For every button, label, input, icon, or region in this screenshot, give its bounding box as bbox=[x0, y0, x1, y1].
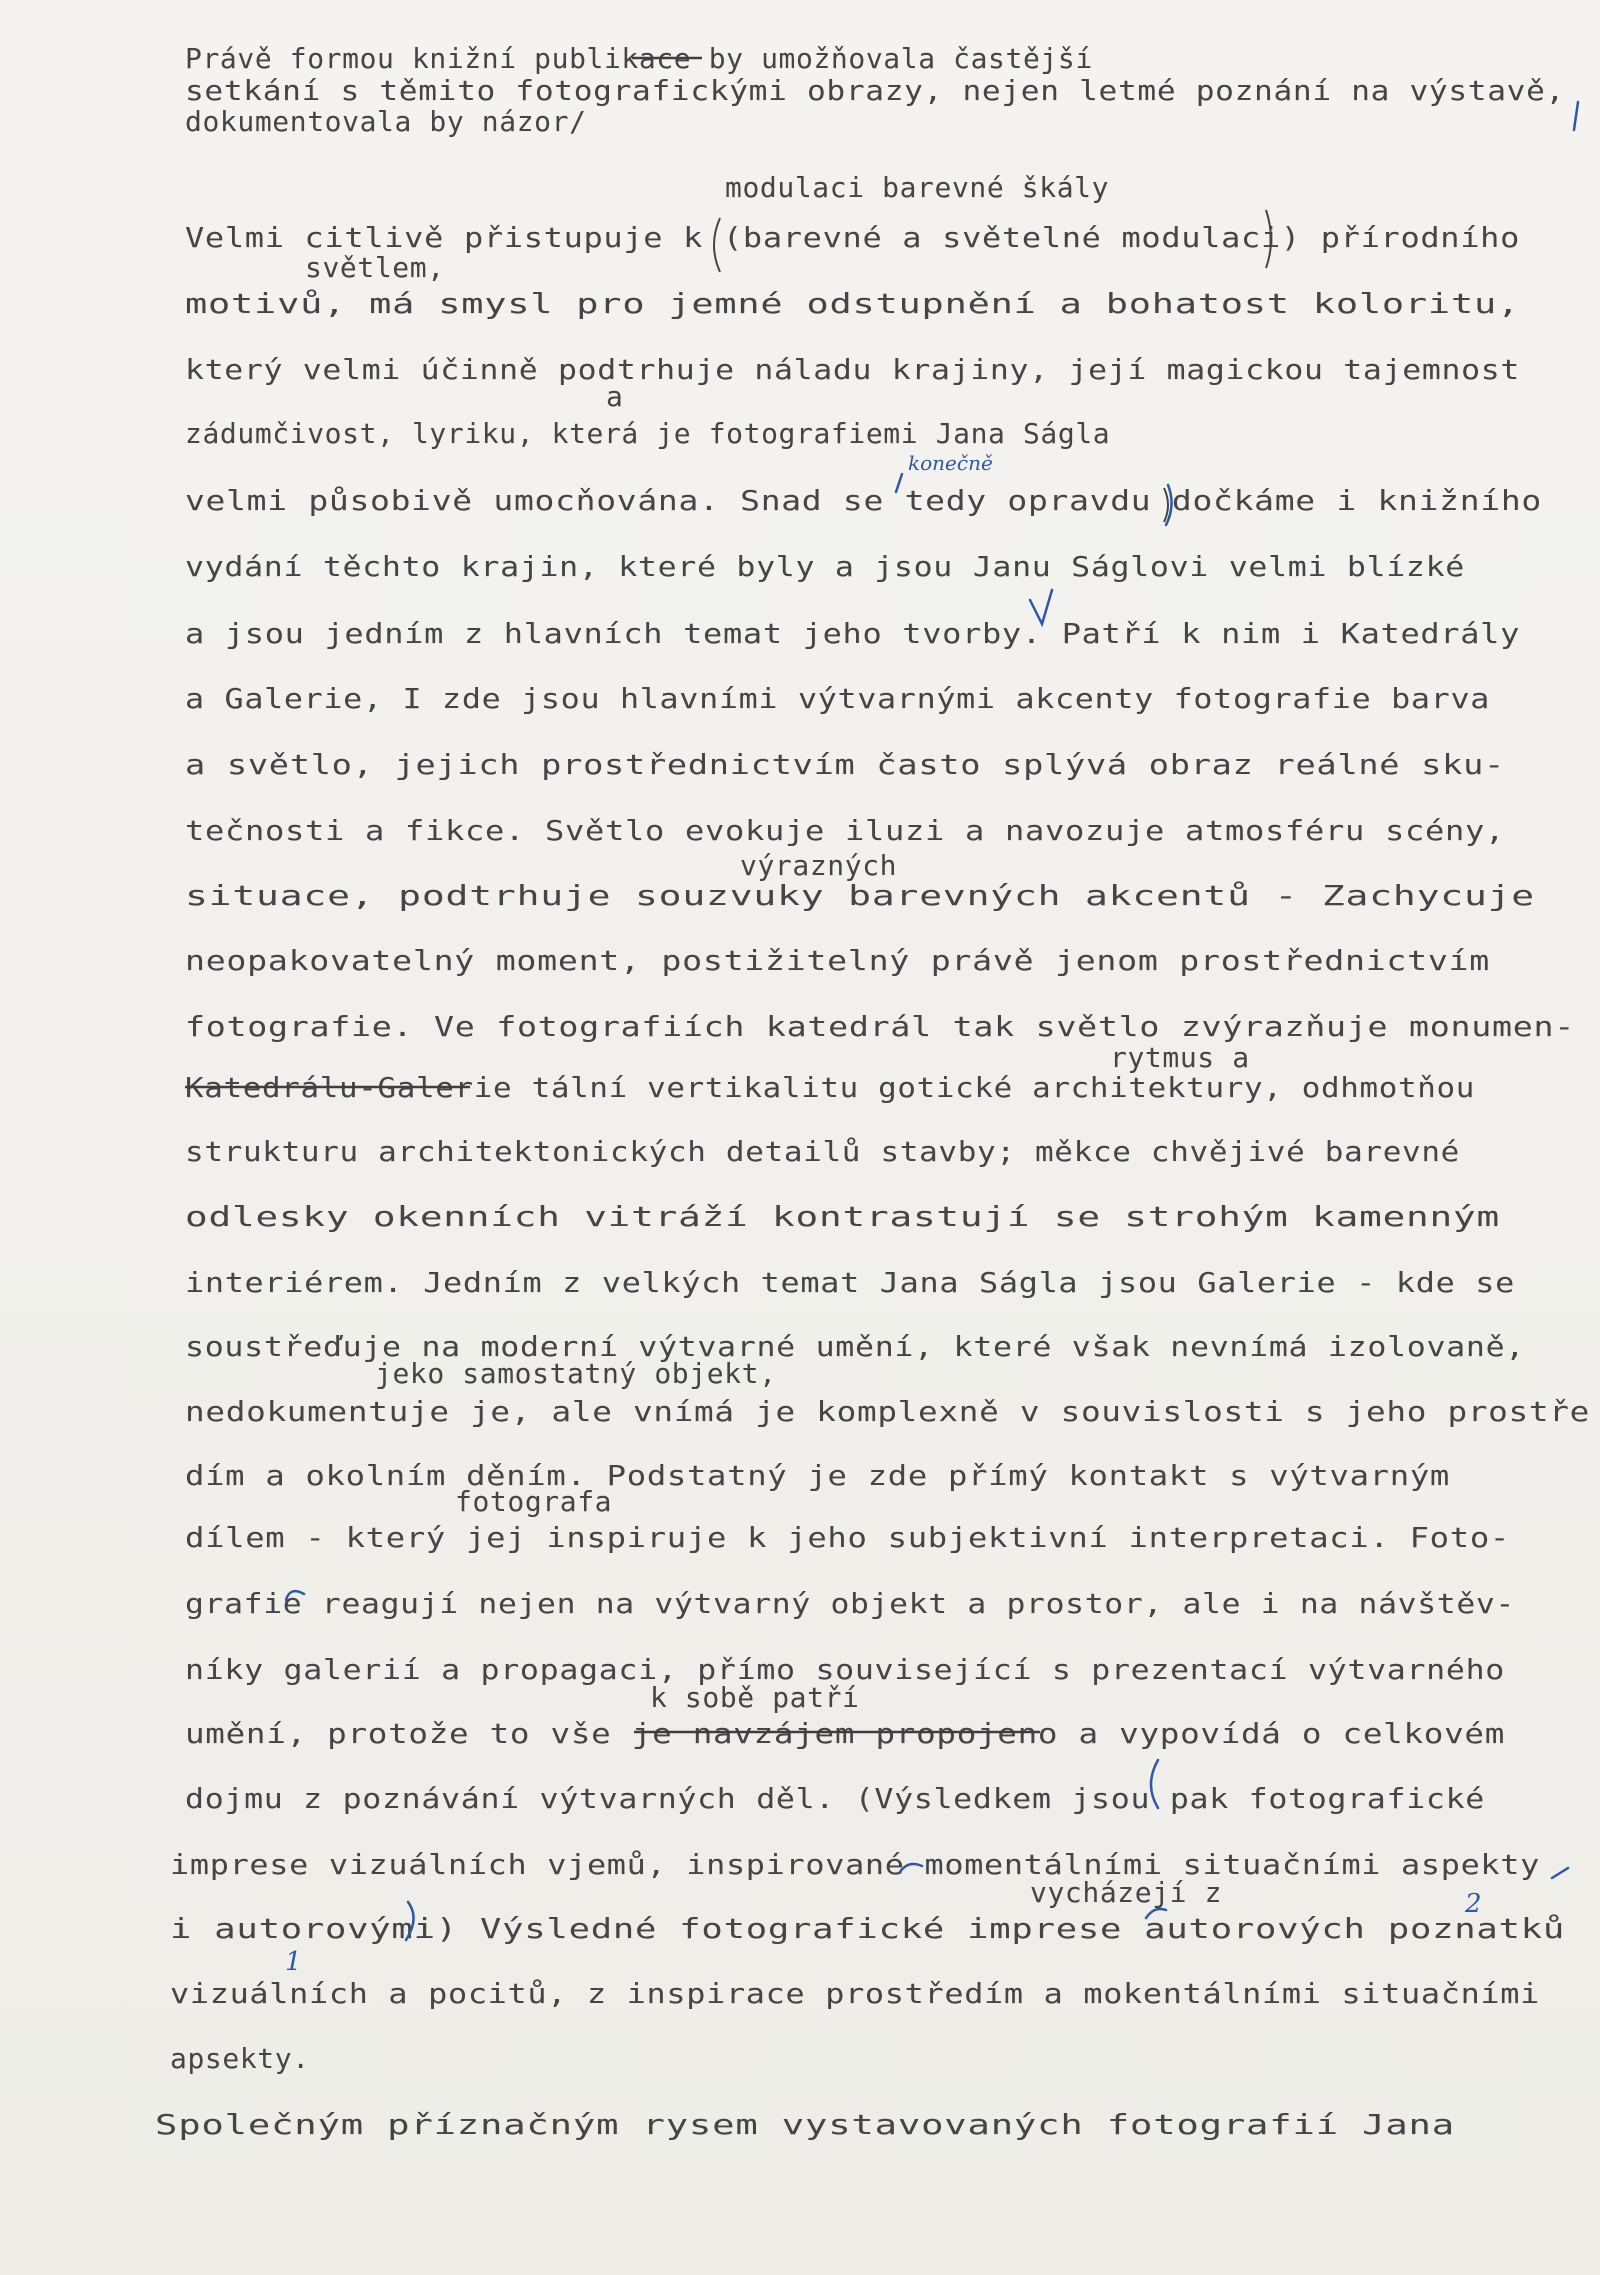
text-line: níky galerií a propagaci, přímo související s prezentací výtvarného bbox=[185, 1653, 1505, 1686]
text-line: Katedrálu-Galerie tální vertikalitu gotické architektury, odhmotňou bbox=[185, 1071, 1475, 1104]
text-line: dojmu z poznávání výtvarných děl. (Výsledkem jsou pak fotografické bbox=[185, 1782, 1485, 1815]
text-line: setkání s těmito fotografickými obrazy, nejen letmé poznání na výstavě, bbox=[185, 74, 1566, 107]
text-line: a jsou jedním z hlavních temat jeho tvorby. Patří k nim i Katedrály bbox=[185, 617, 1520, 650]
text-line: dílem - který jej inspiruje k jeho subjektivní interpretaci. Foto- bbox=[185, 1521, 1510, 1554]
text-line: nedokumentuje je, ale vnímá je komplexně v souvislosti s jeho prostře bbox=[185, 1395, 1591, 1428]
text-line: a bbox=[606, 380, 624, 413]
text-line: světlem, bbox=[305, 251, 445, 284]
text-line: fotografa bbox=[455, 1485, 613, 1518]
handwritten-note: 2 bbox=[1465, 1889, 1482, 1919]
text-line: jeko samostatný objekt, bbox=[375, 1357, 777, 1390]
text-line: dím a okolním děním. Podstatný je zde přímý kontakt s výtvarným bbox=[185, 1459, 1450, 1492]
text-line: situace, podtrhuje souzvuky barevných akcentů - Zachycuje bbox=[185, 879, 1535, 912]
text-line: i autorovými) Výsledné fotografické imprese autorových poznatků bbox=[170, 1912, 1565, 1945]
text-line: vycházejí z bbox=[1030, 1876, 1223, 1909]
text-line: soustřeďuje na moderní výtvarné umění, které však nevnímá izolovaně, bbox=[185, 1330, 1525, 1363]
text-line: umění, protože to vše je navzájem propojeno a vypovídá o celkovém bbox=[185, 1717, 1505, 1750]
text-line: motivů, má smysl pro jemné odstupnění a bohatost koloritu, bbox=[185, 287, 1520, 320]
text-line: zádumčivost, lyriku, která je fotografiemi Jana Ságla bbox=[185, 417, 1111, 450]
text-line: tečnosti a fikce. Světlo evokuje iluzi a navozuje atmosféru scény, bbox=[185, 814, 1505, 847]
text-line: modulaci barevné škály bbox=[725, 171, 1110, 204]
text-line: apsekty. bbox=[170, 2042, 310, 2075]
text-line: a světlo, jejich prostřednictvím často splývá obraz reálné sku- bbox=[185, 748, 1505, 781]
text-line: Společným příznačným rysem vystavovaných fotografií Jana bbox=[155, 2108, 1455, 2141]
text-line: interiérem. Jedním z velkých temat Jana Ságla jsou Galerie - kde se bbox=[185, 1266, 1516, 1299]
text-line: fotografie. Ve fotografiích katedrál tak světlo zvýrazňuje monumen- bbox=[185, 1010, 1575, 1043]
text-line: výrazných bbox=[740, 849, 898, 882]
text-line: vydání těchto krajin, které byly a jsou Janu Ságlovi velmi blízké bbox=[185, 550, 1465, 583]
text-line: imprese vizuálních vjemů, inspirované momentálními situačními aspekty bbox=[170, 1848, 1541, 1881]
text-line: strukturu architektonických detailů stavby; měkce chvějivé barevné bbox=[185, 1135, 1460, 1168]
text-line: rytmus a bbox=[1110, 1041, 1250, 1074]
text-line: k sobě patří bbox=[650, 1681, 860, 1714]
text-line: vizuálních a pocitů, z inspirace prostředím a mokentálními situačními bbox=[170, 1977, 1541, 2010]
text-line: Velmi citlivě přistupuje k (barevné a světelné modulaci) přírodního bbox=[185, 221, 1520, 254]
text-line: grafie reagují nejen na výtvarný objekt a prostor, ale i na návštěv- bbox=[185, 1587, 1516, 1620]
text-line: a Galerie, I zde jsou hlavními výtvarnými akcenty fotografie barva bbox=[185, 682, 1490, 715]
text-line: který velmi účinně podtrhuje náladu krajiny, její magickou tajemnost bbox=[185, 353, 1520, 386]
handwritten-note: konečně bbox=[908, 451, 993, 475]
text-line: odlesky okenních vitráží kontrastují se strohým kamenným bbox=[185, 1200, 1500, 1233]
text-line: velmi působivě umocňována. Snad se tedy opravdu dočkáme i knižního bbox=[185, 484, 1542, 517]
text-line: dokumentovala by názor/ bbox=[185, 105, 587, 138]
text-line: neopakovatelný moment, postižitelný právě jenom prostřednictvím bbox=[185, 944, 1490, 977]
text-line: Právě formou knižní publikace by umožňovala častější bbox=[185, 42, 1093, 75]
handwritten-note: 1 bbox=[285, 1947, 302, 1977]
